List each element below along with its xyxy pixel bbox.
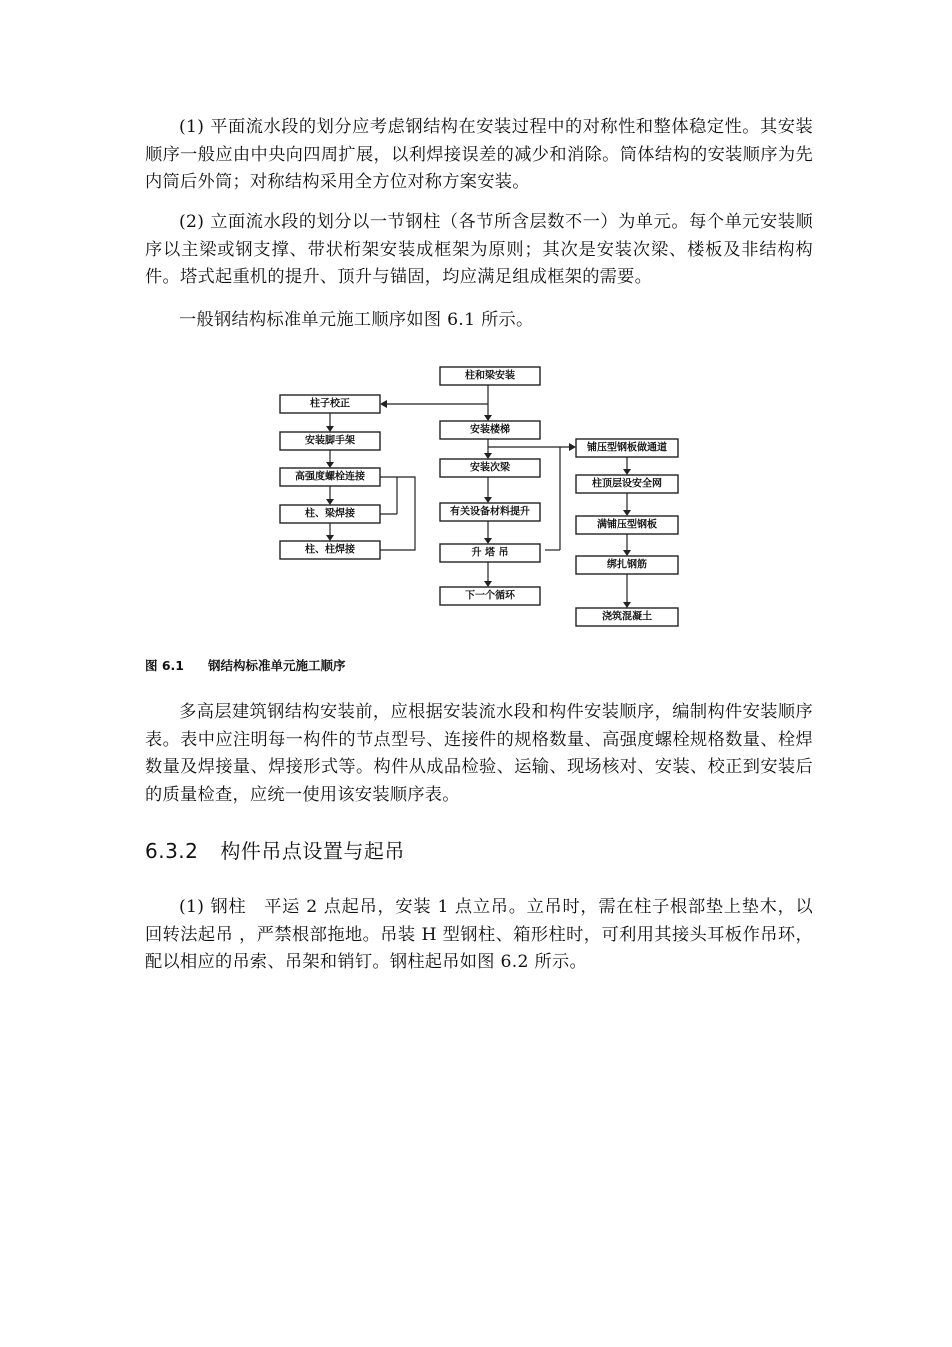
paragraph-figure-intro: 一般钢结构标准单元施工顺序如图 6.1 所示。 bbox=[179, 310, 534, 330]
figure-caption-number: 图 6.1 bbox=[145, 658, 184, 673]
box-sec-beam-label: 安装次梁 bbox=[470, 462, 510, 474]
box-beam-weld bbox=[280, 505, 380, 523]
box-scaffold bbox=[280, 432, 380, 450]
box-deck-path bbox=[576, 439, 678, 457]
figure-caption-text: 钢结构标准单元施工顺序 bbox=[208, 658, 346, 673]
box-tower-crane bbox=[440, 544, 540, 562]
box-stairs bbox=[440, 421, 540, 439]
box-sec-beam bbox=[440, 459, 540, 477]
box-stairs-label: 安装楼梯 bbox=[470, 424, 510, 436]
section-number: 6.3.2 bbox=[145, 839, 199, 863]
box-column-weld-label: 柱、柱焊接 bbox=[305, 544, 355, 556]
box-rebar-label: 绑扎钢筋 bbox=[607, 559, 647, 571]
box-deck-full-label: 满铺压型钢板 bbox=[597, 519, 657, 531]
box-deck-path-label: 铺压型钢板做通道 bbox=[587, 442, 667, 454]
flowchart-diagram bbox=[270, 360, 690, 635]
box-tower-crane-label: 升 塔 吊 bbox=[471, 547, 509, 559]
box-safety-net bbox=[576, 475, 678, 493]
box-start-label: 柱和梁安装 bbox=[465, 370, 515, 382]
box-lift-material-label: 有关设备材料提升 bbox=[450, 506, 530, 518]
box-lift-material bbox=[440, 503, 540, 521]
box-next-cycle bbox=[440, 587, 540, 605]
box-deck-full bbox=[576, 516, 678, 534]
box-column-correct bbox=[280, 395, 380, 413]
box-column-correct-label: 柱子校正 bbox=[310, 398, 350, 410]
paragraph-plane-flow: (1) 平面流水段的划分应考虑钢结构在安装过程中的对称性和整体稳定性。其安装顺序一般应由中央向四周扩展，以利焊接误差的减少和消除。筒体结构的安装顺序为先内筒后外筒；对称结构采用全方位对称方案安装。 bbox=[145, 117, 813, 192]
box-scaffold-label: 安装脚手架 bbox=[305, 435, 355, 447]
box-rebar bbox=[576, 556, 678, 574]
box-start bbox=[440, 367, 540, 385]
section-heading bbox=[145, 835, 405, 864]
box-concrete bbox=[576, 608, 678, 626]
box-next-cycle-label: 下一个循环 bbox=[465, 590, 515, 602]
box-bolt-label: 高强度螺栓连接 bbox=[295, 471, 365, 483]
box-concrete-label: 浇筑混凝土 bbox=[602, 611, 652, 623]
paragraph-vertical-flow: (2) 立面流水段的划分以一节钢柱（各节所含层数不一）为单元。每个单元安装顺序以主梁或钢支撑、带状桁架安装成框架为原则；其次是安装次梁、楼板及非结构构件。塔式起重机的提升、顶升与锚固，均应满足组成框架的需要。 bbox=[145, 212, 813, 287]
paragraph-sequence-table: 多高层建筑钢结构安装前，应根据安装流水段和构件安装顺序，编制构件安装顺序表。表中应注明每一构件的节点型号、连接件的规格数量、高强度螺栓规格数量、栓焊数量及焊接量、焊接形式等。构件从成品检验、运输、现场核对、安装、校正到安装后的质量检查，应统一使用该安装顺序表。 bbox=[145, 702, 813, 805]
box-column-weld bbox=[280, 541, 380, 559]
section-title: 构件吊点设置与起吊 bbox=[220, 839, 405, 863]
figure-caption bbox=[145, 656, 346, 674]
box-bolt bbox=[280, 468, 380, 486]
box-safety-net-label: 柱顶层设安全网 bbox=[592, 478, 662, 490]
box-beam-weld-label: 柱、梁焊接 bbox=[305, 508, 355, 520]
paragraph-steel-column: (1) 钢柱 平运 2 点起吊，安装 1 点立吊。立吊时，需在柱子根部垫上垫木，以回转法起吊 ，严禁根部拖地。吊装 H 型钢柱、箱形柱时，可利用其接头耳板作吊环，配以相应的吊索、吊架和销钉。钢柱起吊如图 6.2 所示。 bbox=[145, 897, 813, 972]
